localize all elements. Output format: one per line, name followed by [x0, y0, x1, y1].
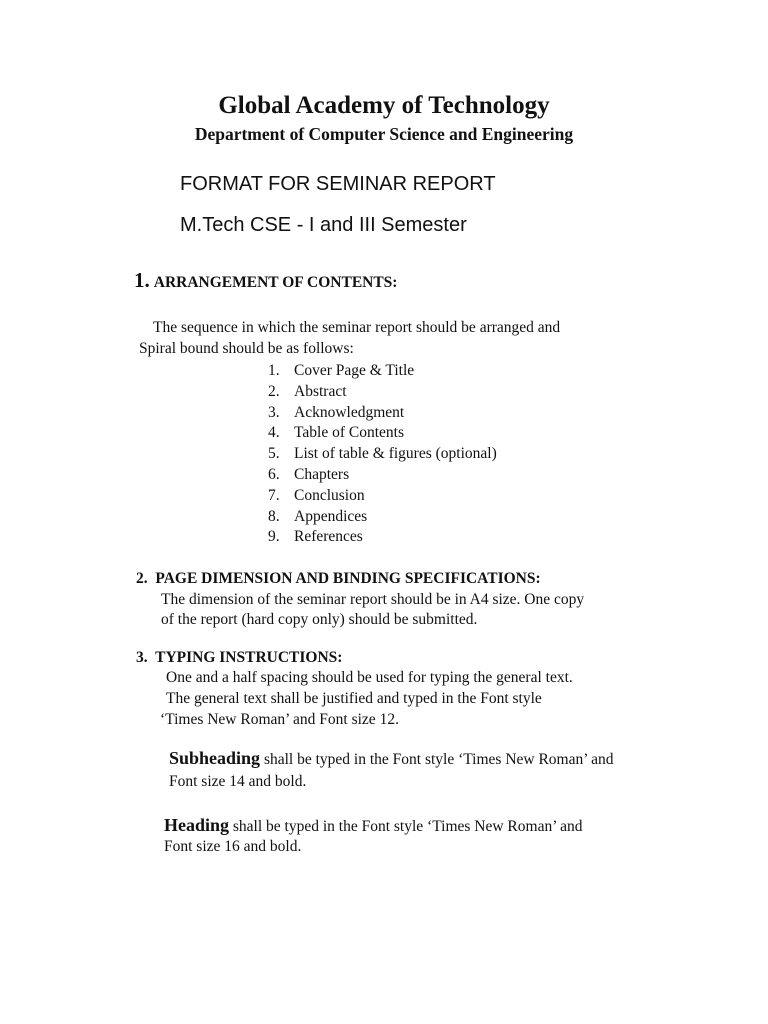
heading-rule-line-1	[164, 815, 582, 836]
list-item-label: Chapters	[294, 465, 350, 483]
heading-term: Heading	[164, 815, 230, 835]
section-3-line-2: The general text shall be justified and typed in the Font style	[166, 690, 542, 707]
section-1-heading	[134, 268, 397, 293]
list-item-label: List of table & figures (optional)	[294, 445, 497, 463]
list-item-label: Cover Page & Title	[294, 362, 415, 379]
subheading-rule-line-1	[169, 748, 614, 769]
list-item-number: 2.	[268, 382, 280, 400]
list-item-number: 9.	[268, 528, 280, 546]
section-1-intro-line-2: Spiral bound should be as follows:	[139, 340, 354, 357]
list-item	[268, 361, 497, 382]
list-item	[268, 403, 497, 424]
list-item-number: 7.	[268, 486, 280, 504]
section-2-line-2: of the report (hard copy only) should be submitted.	[161, 611, 478, 628]
section-1-intro-line-1: The sequence in which the seminar report should be arranged and	[153, 319, 561, 336]
list-item-number: 3.	[268, 403, 280, 421]
list-item-label: Acknowledgment	[294, 403, 405, 421]
subheading-term: Subheading	[169, 748, 261, 768]
list-item-label: Abstract	[294, 382, 347, 400]
section-2-title: PAGE DIMENSION AND BINDING SPECIFICATIONS:	[155, 570, 541, 587]
list-item-label: Appendices	[294, 507, 368, 525]
list-item	[268, 382, 497, 403]
section-1-title: ARRANGEMENT OF CONTENTS:	[153, 274, 398, 291]
list-item-label: Table of Contents	[294, 424, 404, 442]
list-item	[268, 444, 497, 465]
section-3-heading	[136, 649, 342, 667]
list-item	[268, 527, 497, 548]
section-3-line-3: ‘Times New Roman’ and Font size 12.	[160, 711, 399, 728]
institution-title: Global Academy of Technology	[218, 92, 550, 119]
list-item-label: References	[294, 528, 363, 546]
list-item	[268, 486, 497, 507]
heading-rule-line-2: Font size 16 and bold.	[164, 838, 302, 855]
section-2-heading	[136, 570, 541, 588]
contents-list	[268, 361, 497, 548]
subheading-rule-text: shall be typed in the Font style ‘Times New Roman’ and	[260, 751, 614, 768]
list-item-number: 5.	[268, 445, 280, 463]
course-line: M.Tech CSE - I and III Semester	[180, 214, 467, 236]
list-item	[268, 423, 497, 444]
section-3-number: 3.	[136, 649, 148, 666]
section-2-line-1: The dimension of the seminar report should be in A4 size. One copy	[161, 591, 585, 608]
department-subtitle: Department of Computer Science and Engineering	[194, 124, 574, 144]
section-2-number: 2.	[136, 570, 148, 587]
list-item	[268, 465, 497, 486]
section-1-number: 1.	[134, 268, 150, 292]
list-item-label: Conclusion	[294, 486, 365, 504]
list-item	[268, 507, 497, 528]
list-item-number: 4.	[268, 424, 280, 442]
list-item-number: 8.	[268, 507, 280, 525]
subheading-rule-line-2: Font size 14 and bold.	[169, 773, 307, 790]
section-3-title: TYPING INSTRUCTIONS:	[155, 649, 343, 666]
document-title: FORMAT FOR SEMINAR REPORT	[180, 173, 496, 195]
list-item-number: 1.	[268, 362, 280, 379]
heading-rule-text: shall be typed in the Font style ‘Times New Roman’ and	[229, 818, 583, 835]
section-3-line-1: One and a half spacing should be used for typing the general text.	[166, 669, 573, 686]
list-item-number: 6.	[268, 465, 280, 483]
